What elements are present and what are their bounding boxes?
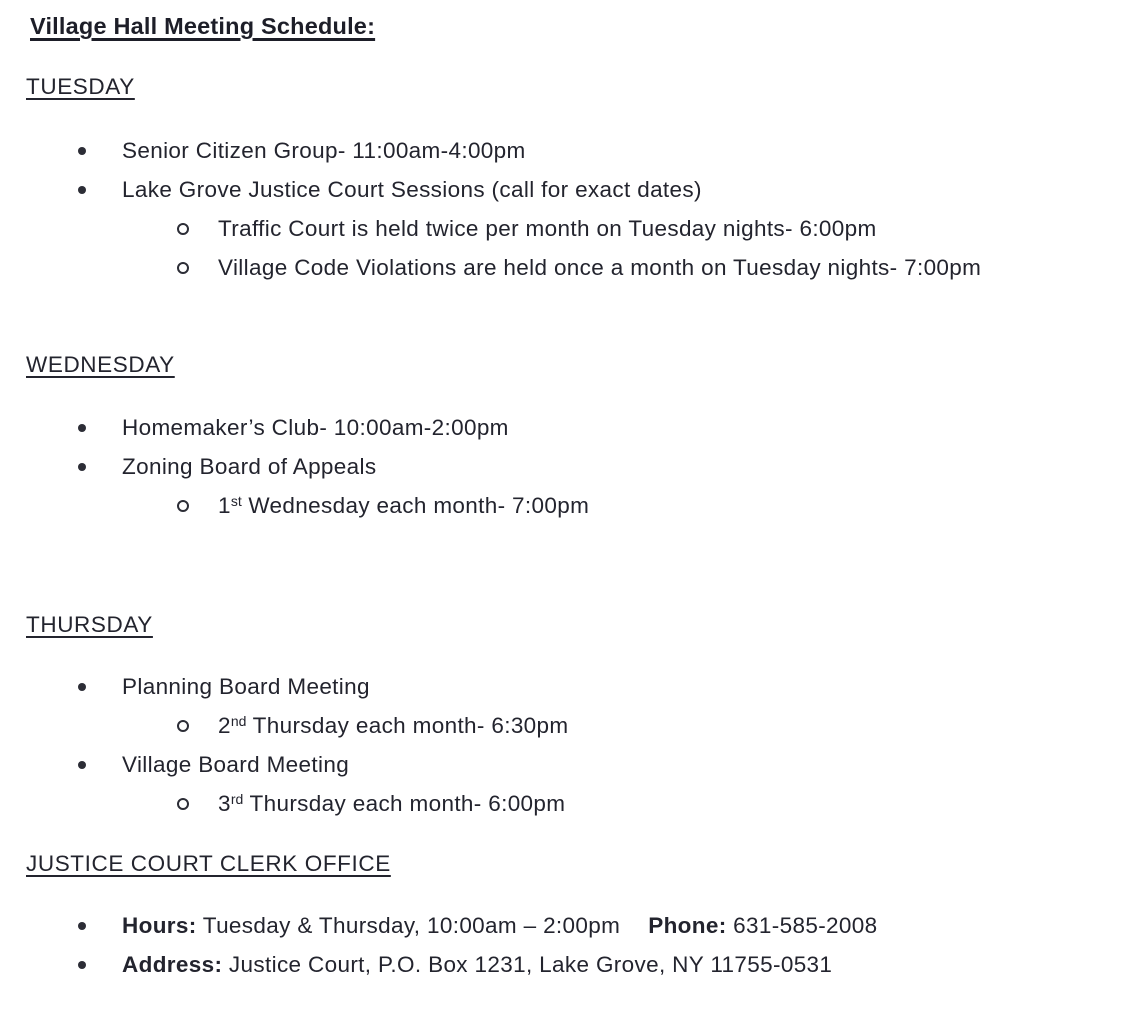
list-item-zoning-board: [78, 453, 376, 480]
hours-value: Tuesday & Thursday, 10:00am – 2:00pm: [196, 912, 621, 938]
list-item-address: [78, 951, 832, 978]
list-item-text: Lake Grove Justice Court Sessions (call for exact dates): [122, 176, 702, 202]
list-item-village-board: [78, 751, 349, 778]
list-item-senior-citizen-group: [78, 137, 526, 164]
bullet-circle-icon: [177, 262, 189, 274]
list-item-text: Homemaker’s Club- 10:00am-2:00pm: [122, 414, 509, 440]
bullet-dot-icon: [78, 961, 86, 969]
ordinal-suffix: nd: [230, 712, 247, 729]
list-item-planning-board: [78, 673, 370, 700]
list-item-text: [122, 952, 832, 978]
list-item-first-wednesday: [177, 492, 589, 519]
list-item-text: Village Code Violations are held once a month on Tuesday nights- 7:00pm: [218, 254, 982, 280]
bullet-dot-icon: [78, 186, 86, 194]
item-text: Thursday each month- 6:00pm: [243, 790, 566, 816]
ordinal-suffix: st: [230, 492, 242, 509]
item-text: Thursday each month- 6:30pm: [246, 712, 569, 738]
bullet-circle-icon: [177, 500, 189, 512]
list-item-text: [218, 713, 569, 739]
ordinal-suffix: rd: [230, 790, 244, 807]
address-label: Address:: [122, 951, 223, 977]
bullet-circle-icon: [177, 798, 189, 810]
list-item-code-violations: [177, 254, 981, 281]
list-item-text: Traffic Court is held twice per month on Tuesday nights- 6:00pm: [218, 215, 877, 241]
phone-label: Phone:: [648, 912, 727, 938]
section-heading-thursday: THURSDAY: [26, 612, 153, 637]
list-item-text: Zoning Board of Appeals: [122, 453, 377, 479]
section-heading-tuesday: TUESDAY: [26, 74, 135, 99]
ordinal-number: 3: [218, 790, 231, 816]
list-item-court-sessions: [78, 176, 702, 203]
ordinal-number: 2: [218, 712, 231, 738]
list-item-hours-phone: [78, 912, 878, 939]
bullet-dot-icon: [78, 683, 86, 691]
item-text: Wednesday each month- 7:00pm: [241, 492, 590, 518]
ordinal-number: 1: [218, 492, 231, 518]
list-item-homemakers-club: [78, 414, 509, 441]
bullet-dot-icon: [78, 922, 86, 930]
list-item-text: [122, 913, 878, 939]
list-item-text: [218, 791, 565, 817]
bullet-dot-icon: [78, 761, 86, 769]
page-title: Village Hall Meeting Schedule:: [30, 13, 376, 39]
phone-value: 631-585-2008: [726, 912, 878, 938]
list-item-second-thursday: [177, 712, 569, 739]
bullet-dot-icon: [78, 147, 86, 155]
list-item-text: Village Board Meeting: [122, 751, 350, 777]
section-heading-wednesday: WEDNESDAY: [26, 352, 175, 377]
hours-label: Hours:: [122, 912, 197, 938]
list-item-traffic-court: [177, 215, 877, 242]
list-item-text: Senior Citizen Group- 11:00am-4:00pm: [122, 137, 526, 163]
list-item-text: Planning Board Meeting: [122, 673, 370, 699]
bullet-dot-icon: [78, 463, 86, 471]
bullet-dot-icon: [78, 424, 86, 432]
list-item-text: [218, 493, 589, 519]
bullet-circle-icon: [177, 720, 189, 732]
list-item-third-thursday: [177, 790, 565, 817]
bullet-circle-icon: [177, 223, 189, 235]
section-heading-justice-court-clerk: JUSTICE COURT CLERK OFFICE: [26, 851, 391, 876]
address-value: Justice Court, P.O. Box 1231, Lake Grove, NY 11755-0531: [222, 951, 833, 977]
